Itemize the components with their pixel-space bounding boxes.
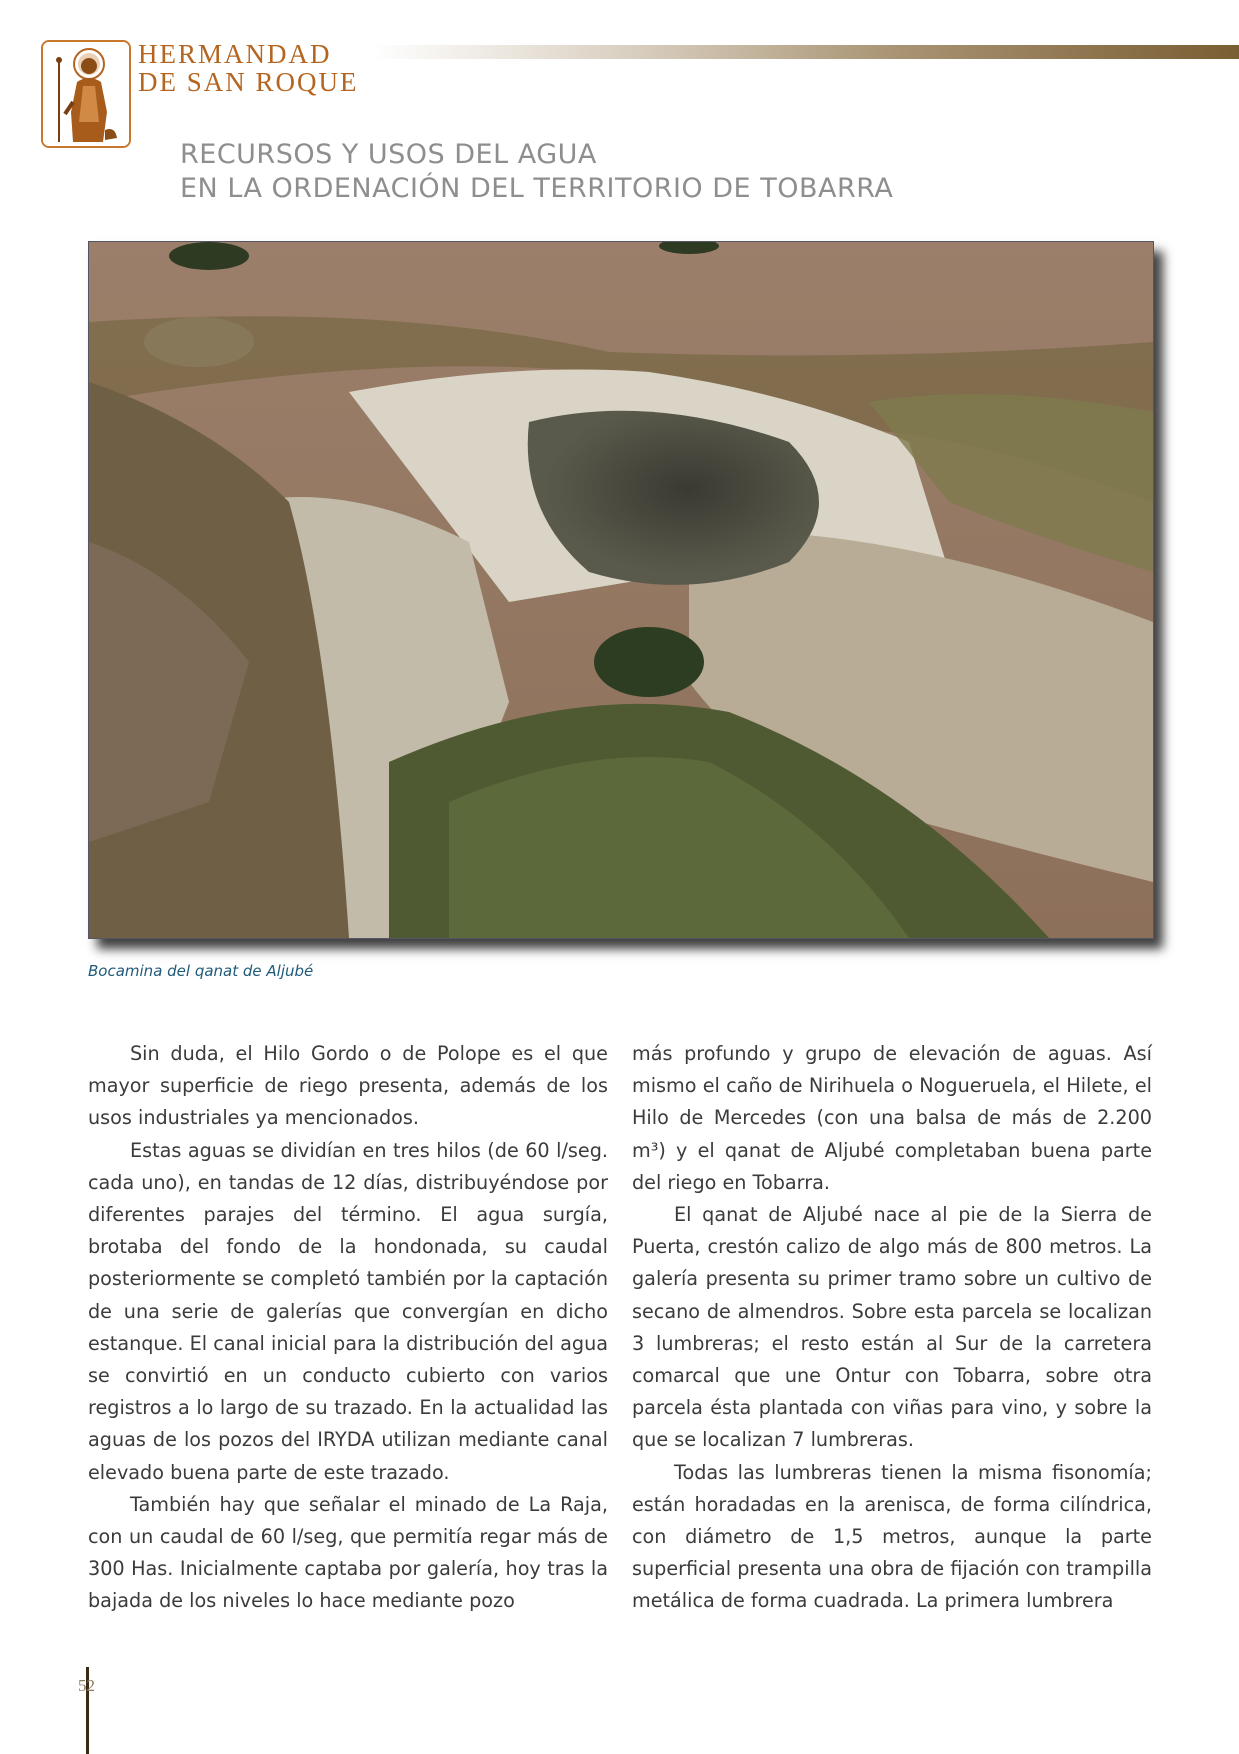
brand-line-1: HERMANDAD: [138, 39, 332, 69]
paragraph: más profundo y grupo de elevación de aguas. Así mismo el caño de Nirihuela o Nogueruela, el Hilete, el Hilo de Mercedes (con una balsa de más de 2.200 m³) y el qanat de Aljubé completaban buena parte del riego en Tobarra.: [632, 1042, 1152, 1194]
page-number: 52: [78, 1676, 95, 1695]
section-title: [180, 138, 893, 206]
brand-name: [138, 40, 359, 96]
section-title-line-2: EN LA ORDENACIÓN DEL TERRITORIO DE TOBARRA: [180, 173, 894, 204]
figure-caption: Bocamina del qanat de Aljubé: [88, 962, 314, 980]
paragraph: Todas las lumbreras tienen la misma fisonomía; están horadadas en la arenisca, de forma cilíndrica, con diámetro de 1,5 metros, aunque la parte superficial presenta una obra de fijación con trampilla metálica de forma cuadrada. La primera lumbrera: [632, 1460, 1152, 1613]
paragraph: Sin duda, el Hilo Gordo o de Polope es el que mayor superficie de riego presenta, además de los usos industriales ya mencionados.: [88, 1042, 608, 1130]
section-title-line-1: RECURSOS Y USOS DEL AGUA: [180, 139, 597, 170]
paragraph: El qanat de Aljubé nace al pie de la Sierra de Puerta, crestón calizo de algo más de 800 metros. La galería presenta su primer tramo sobre un cultivo de secano de almendros. Sobre esta parcela se localizan 3 lumbreras; el resto están al Sur de la carretera comarcal que une Ontur con Tobarra, sobre otra parcela ésta plantada con viñas para vino, y sobre la que se localizan 7 lumbreras.: [632, 1203, 1152, 1452]
saint-roque-figure-icon: [43, 42, 129, 146]
qanat-photo-image: [89, 242, 1153, 938]
body-column-left: [88, 1038, 608, 1618]
brand-line-2: DE SAN ROQUE: [138, 67, 359, 97]
logo: [41, 40, 131, 148]
header-gradient-bar: [372, 45, 1239, 59]
qanat-photo: [88, 241, 1154, 939]
body-column-right: [632, 1038, 1152, 1618]
paragraph: Estas aguas se dividían en tres hilos (de 60 l/seg. cada uno), en tandas de 12 días, distribuyéndose por diferentes parajes del término. El agua surgía, brotaba del fondo de la hondonada, su caudal posteriormente se completó también por la captación de una serie de galerías que convergían en dicho estanque. El canal inicial para la distribución del agua se convirtió en un conducto cubierto con varios registros a lo largo de su trazado. En la actualidad las aguas de los pozos del IRYDA utilizan mediante canal elevado buena parte de este trazado.: [88, 1138, 608, 1484]
paragraph: También hay que señalar el minado de La Raja, con un caudal de 60 l/seg, que permitía regar más de 300 Has. Inicialmente captaba por galería, hoy tras la bajada de los niveles lo hace mediante pozo: [88, 1492, 608, 1613]
